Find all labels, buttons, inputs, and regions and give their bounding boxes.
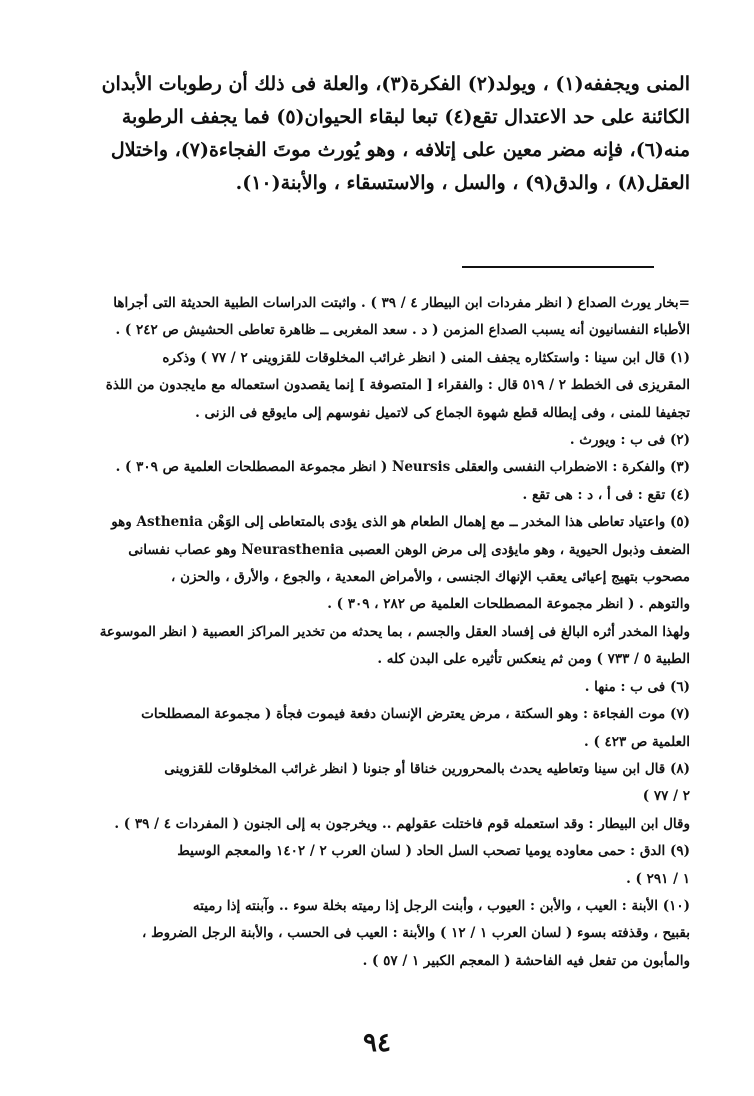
footnote-line: (٢) فى ب : ويورث . xyxy=(569,432,690,449)
footnote-line: ولهذا المخدر أثره البالغ فى إفساد العقل والجسم ، بما يحدثه من تخدير المراكز العصبية ( انظر الموسوعة xyxy=(99,623,690,640)
main-text-line: العقل(٨) ، والدق(٩) ، والسل ، والاستسقاء ، والأبنة(١٠). xyxy=(235,172,690,194)
footnote-line: بقبيح ، وقذفته بسوء ( لسان العرب ١ / ١٢ ) والأبنة : العيب فى الحسب ، والأبنة الرجل الضروط ، xyxy=(142,925,690,942)
footnote-line: (٦) فى ب : منها . xyxy=(584,678,690,695)
footnote-line: الضعف وذبول الحيوية ، وهو مايؤدى إلى مرض الوهن العصبى Neurasthenia وهو عصاب نفسانى xyxy=(128,541,690,558)
main-text-line: الكائنة على حد الاعتدال تقع(٤) تبعا لبقاء الحيوان(٥) فما يجفف الرطوبة xyxy=(121,106,690,128)
footnote-line: المقريزى فى الخطط ٢ / ٥١٩ قال : والفقراء [ المتصوفة ] إنما يقصدون استعماله مع مايجدون من اللذة xyxy=(105,377,690,394)
footnote-line: =بخار يورث الصداع ( انظر مفردات ابن البيطار ٤ / ٣٩ ) . واثبتت الدراسات الطبية الحديثة التى أجراها xyxy=(113,295,690,311)
footnote-line: والتوهم . ( انظر مجموعة المصطلحات العلمية ص ٢٨٢ ، ٣٠٩ ) . xyxy=(327,596,690,613)
footnotes xyxy=(64,290,690,975)
footnote-line: الأطباء النفسانيون أنه يسبب الصداع المزمن ( د . سعد المغربى ــ ظاهرة تعاطى الحشيش ص ٢٤٢ ) . xyxy=(115,322,690,339)
footnote-line: (٤) تقع : فى أ ، د : هى تقع . xyxy=(522,486,690,503)
footnote-line: ١ / ٢٩١ ) . xyxy=(626,870,690,887)
footnote-line: (٣) والفكرة : الاضطراب النفسى والعقلى Neursis ( انظر مجموعة المصطلحات العلمية ص ٣٠٩ ) . xyxy=(115,459,690,476)
footnote-line: (١٠) الأبنة : العيب ، والأبن : العيوب ، وأبنت الرجل إذا رميته بخلة سوء .. وآبنته إذا رميته xyxy=(192,897,690,914)
footnote-line: (٩) الدق : حمى معاوده يوميا تصحب السل الحاد ( لسان العرب ٢ / ١٤٠٢ والمعجم الوسيط xyxy=(177,843,690,860)
page-number: ٩٤ xyxy=(363,1028,391,1058)
main-text-line: منه(٦)، فإنه مضر معين على إتلافه ، وهو يُورث موتَ الفجاءة(٧)، واختلال xyxy=(110,139,690,161)
footnote-separator xyxy=(462,266,654,268)
footnote-line: العلمية ص ٤٢٣ ) . xyxy=(584,733,690,750)
footnote-line: ٢ / ٧٧ ) xyxy=(642,788,690,805)
footnote-line: (٨) قال ابن سينا وتعاطيه يحدث بالمحرورين خناقا أو جنونا ( انظر غرائب المخلوقات للقزوينى xyxy=(164,760,690,777)
footnote-line: (١) قال ابن سينا : واستكثاره يجفف المنى ( انظر غرائب المخلوقات للقزوينى ٢ / ٧٧ ) وذكره xyxy=(162,349,690,366)
footnote-line: والمأبون من تفعل فيه الفاحشة ( المعجم الكبير ١ / ٥٧ ) . xyxy=(362,952,690,969)
main-text-line: المنى ويجففه(١) ، ويولد(٢) الفكرة(٣)، والعلة فى ذلك أن رطوبات الأبدان xyxy=(101,73,690,95)
footnote-line: الطبية ٥ / ٧٣٣ ) ومن ثم ينعكس تأثيره على البدن كله . xyxy=(377,651,690,668)
footnote-line: تجفيفا للمنى ، وفى إبطاله قطع شهوة الجماع كى لاتميل نفوسهم إلى مايوقع فى الزنى . xyxy=(195,404,690,421)
footnote-line: وقال ابن البيطار : وقد استعمله قوم فاختلت عقولهم .. ويخرجون به إلى الجنون ( المفردات ٤ / ٣٩ ) . xyxy=(114,815,690,832)
main-text xyxy=(64,68,690,200)
footnote-line: (٧) موت الفجاءة : وهو السكتة ، مرض يعترض الإنسان دفعة فيموت فجأة ( مجموعة المصطلحات xyxy=(141,706,690,723)
footnote-line: (٥) واعتياد تعاطى هذا المخدر ــ مع إهمال الطعام هو الذى يؤدى بالمتعاطى إلى الوَهْن Asthenia وهو xyxy=(111,514,690,531)
footnote-line: مصحوب بتهيج إعيائى يعقب الإنهاك الجنسى ، والأمراض المعدية ، والجوع ، والأرق ، والحزن ، xyxy=(171,569,690,586)
